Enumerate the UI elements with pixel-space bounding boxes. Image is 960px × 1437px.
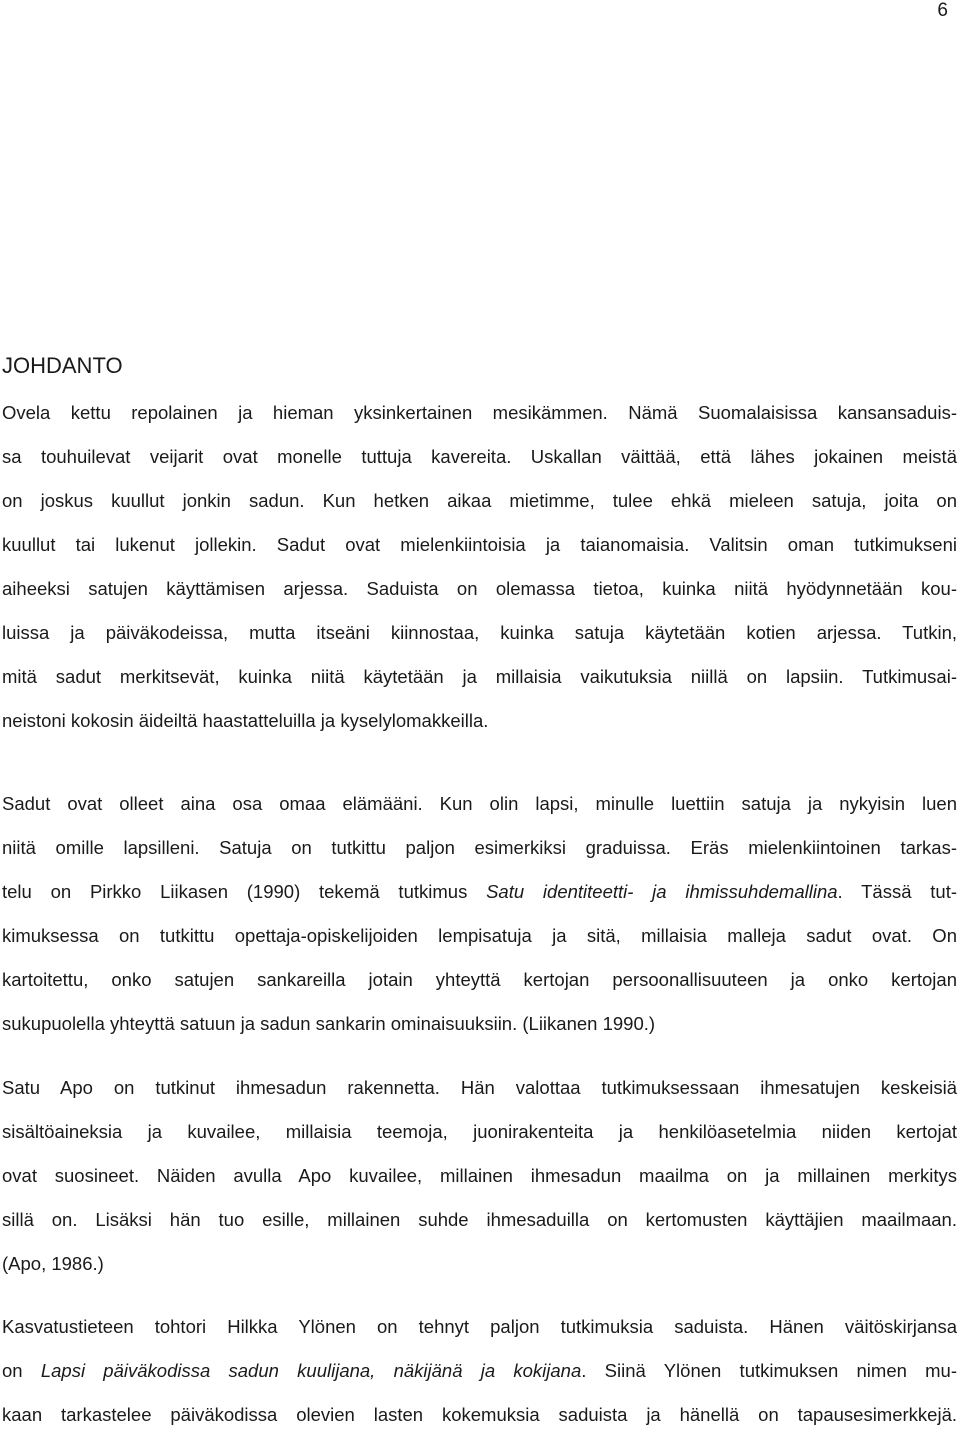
paragraph-2 (2, 782, 957, 1046)
book-title: Satu identiteetti- ja ihmissuhdemallina (486, 881, 838, 902)
text-line: mitä sadut merkitsevät, kuinka niitä käytetään ja millaisia vaikutuksia niillä on lapsiin. Tutkimusai- (2, 666, 957, 687)
section-heading: JOHDANTO (2, 353, 123, 378)
text-line: niitä omille lapsilleni. Satuja on tutkittu paljon esimerkiksi graduissa. Eräs mielenkiintoinen tarkas- (2, 837, 957, 858)
paragraph-3 (2, 1066, 957, 1286)
text-line (2, 870, 957, 914)
text-line: Ovela kettu repolainen ja hieman yksinkertainen mesikämmen. Nämä Suomalaisissa kansansaduis- (2, 402, 957, 423)
text-line: kuullut tai lukenut jollekin. Sadut ovat mielenkiintoisia ja taianomaisia. Valitsin oman tutkimukseni (2, 534, 957, 555)
text-line: aiheeksi satujen käyttämisen arjessa. Saduista on olemassa tietoa, kuinka niitä hyödynnetään kou- (2, 578, 957, 599)
text-line: luissa ja päiväkodeissa, mutta itseäni kiinnostaa, kuinka satuja käytetään kotien arjessa. Tutkin, (2, 622, 957, 643)
text-line: Sadut ovat olleet aina osa omaa elämääni. Kun olin lapsi, minulle luettiin satuja ja nykyisin luen (2, 793, 957, 814)
text-line: kartoitettu, onko satujen sankareilla jotain yhteyttä kertojan persoonallisuuteen ja onko kertojan (2, 969, 957, 990)
text-line: ovat suosineet. Näiden avulla Apo kuvailee, millainen ihmesadun maailma on ja millainen merkitys (2, 1165, 957, 1186)
text-line (2, 1349, 957, 1393)
text-line: on joskus kuullut jonkin sadun. Kun hetken aikaa mietimme, tulee ehkä mieleen satuja, joita on (2, 490, 957, 511)
text-line: Kasvatustieteen tohtori Hilkka Ylönen on tehnyt paljon tutkimuksia saduista. Hänen väitöskirjansa (2, 1316, 957, 1337)
text-run: on (2, 1360, 41, 1381)
text-run: . Tässä tut- (837, 881, 957, 902)
text-line: sukupuolella yhteyttä satuun ja sadun sankarin ominaisuuksiin. (Liikanen 1990.) (2, 1013, 656, 1034)
text-line: neistoni kokosin äideiltä haastatteluilla ja kyselylomakkeilla. (2, 710, 489, 731)
page-number: 6 (937, 0, 948, 21)
text-run: telu on Pirkko Liikasen (1990) tekemä tutkimus (2, 881, 487, 902)
text-run: . Siinä Ylönen tutkimuksen nimen mu- (581, 1360, 958, 1381)
text-line: sisältöaineksia ja kuvailee, millaisia teemoja, juonirakenteita ja henkilöasetelmia niiden kertojat (2, 1121, 957, 1142)
book-title: Lapsi päiväkodissa sadun kuulijana, näkijänä ja kokijana (40, 1360, 582, 1381)
text-line: Satu Apo on tutkinut ihmesadun rakennetta. Hän valottaa tutkimuksessaan ihmesatujen keskeisiä (2, 1077, 957, 1098)
paragraph-1 (2, 391, 957, 743)
paragraph-4 (2, 1305, 957, 1437)
text-line: sillä on. Lisäksi hän tuo esille, millainen suhde ihmesaduilla on kertomusten käyttäjien maailmaan. (2, 1209, 957, 1230)
text-line: sa touhuilevat veijarit ovat monelle tuttuja kavereita. Uskallan väittää, että lähes jokainen meistä (2, 446, 957, 467)
text-line: kimuksessa on tutkittu opettaja-opiskelijoiden lempisatuja ja sitä, millaisia malleja sadut ovat. On (2, 925, 957, 946)
text-line: kaan tarkastelee päiväkodissa olevien lasten kokemuksia saduista ja hänellä on tapausesimerkkejä. (2, 1404, 957, 1425)
text-line: (Apo, 1986.) (2, 1253, 104, 1274)
